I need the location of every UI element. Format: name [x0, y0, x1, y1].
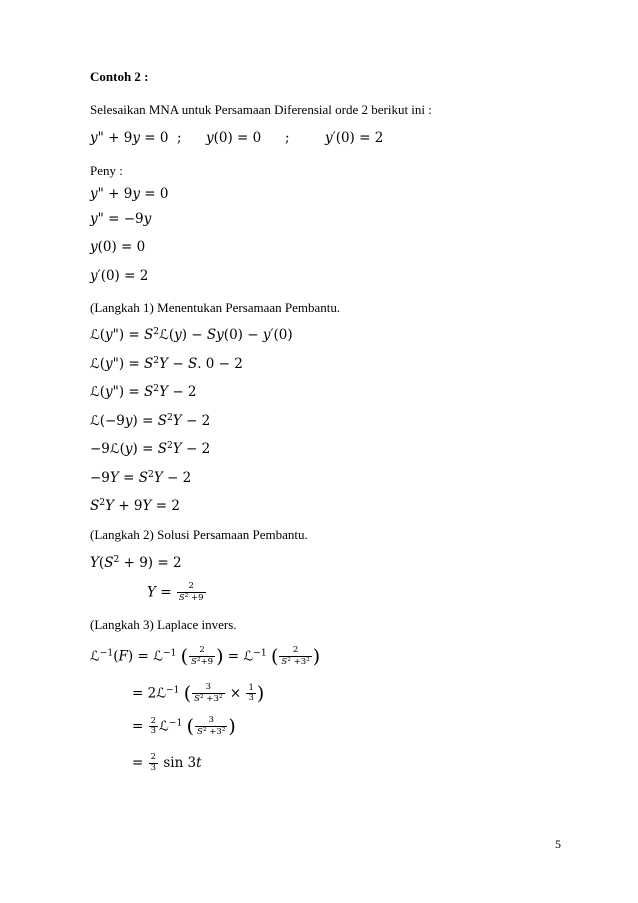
problem-equation: y" + 9y = 0 ; [90, 130, 182, 146]
step-2-label: (Langkah 2) Solusi Persamaan Pembantu. [90, 527, 308, 542]
equation-line: $-9Y = S^2Y - 2$ [90, 469, 192, 487]
initial-condition-dy: y′(0) = 2 [325, 130, 384, 146]
equation-line: y′(0) = 2 [90, 268, 149, 284]
initial-condition-y: y(0) = 0 [206, 130, 262, 146]
equation-line: ℒ(−9y) = $S^2Y - 2$ [90, 412, 211, 430]
equation-line: = 2ℒ$^{-1}$ ( $\frac{3}{S^2 +3^2}$ × $\frac{1}{3}$ ) [132, 682, 265, 705]
equation-line: ℒ(y") = $S^2Y - S$. 0 − 2 [90, 355, 243, 373]
equation-line: ℒ(y") = $S^2ℒ(y) - Sy(0) - y'(0)$ [90, 326, 293, 344]
equation-line: ℒ(y") = $S^2Y - 2$ [90, 383, 197, 401]
separator: ; [285, 130, 290, 146]
step-1-label: (Langkah 1) Menentukan Persamaan Pembantu. [90, 300, 341, 315]
equation-line: y" + 9y = 0 [90, 186, 169, 202]
step-3-label: (Langkah 3) Laplace invers. [90, 617, 237, 632]
page-number: 5 [555, 837, 561, 851]
equation-line: = $\frac{2}{3}$ ℒ$^{-1}$ ( $\frac{3}{S^2 +3^2}$ ) [132, 715, 236, 738]
equation-line: $S^2Y + 9Y = 2$ [90, 497, 180, 515]
example-heading: Contoh 2 : [90, 69, 149, 84]
equation-line: Y = $\frac{2}{S^2 +9}$ [147, 581, 204, 603]
solution-label: Peny : [90, 163, 123, 178]
equation-line: = $\frac{2}{3}$ sin 3t [132, 752, 202, 773]
equation-line: y(0) = 0 [90, 239, 146, 255]
equation-line: $Y(S^2 + 9) = 2$ [90, 554, 182, 572]
problem-statement: Selesaikan MNA untuk Persamaan Diferensial orde 2 berikut ini : [90, 102, 432, 117]
equation-line: ℒ$^{-1}$(F) = ℒ$^{-1}$ ( $\frac{2}{S^2+9}$ ) = ℒ$^{-1}$ ( $\frac{2}{S^2 +3^2}$ ) [90, 645, 321, 668]
equation-line: −9ℒ(y) = $S^2Y - 2$ [90, 440, 211, 458]
equation-line: y" = −9y [90, 211, 152, 227]
